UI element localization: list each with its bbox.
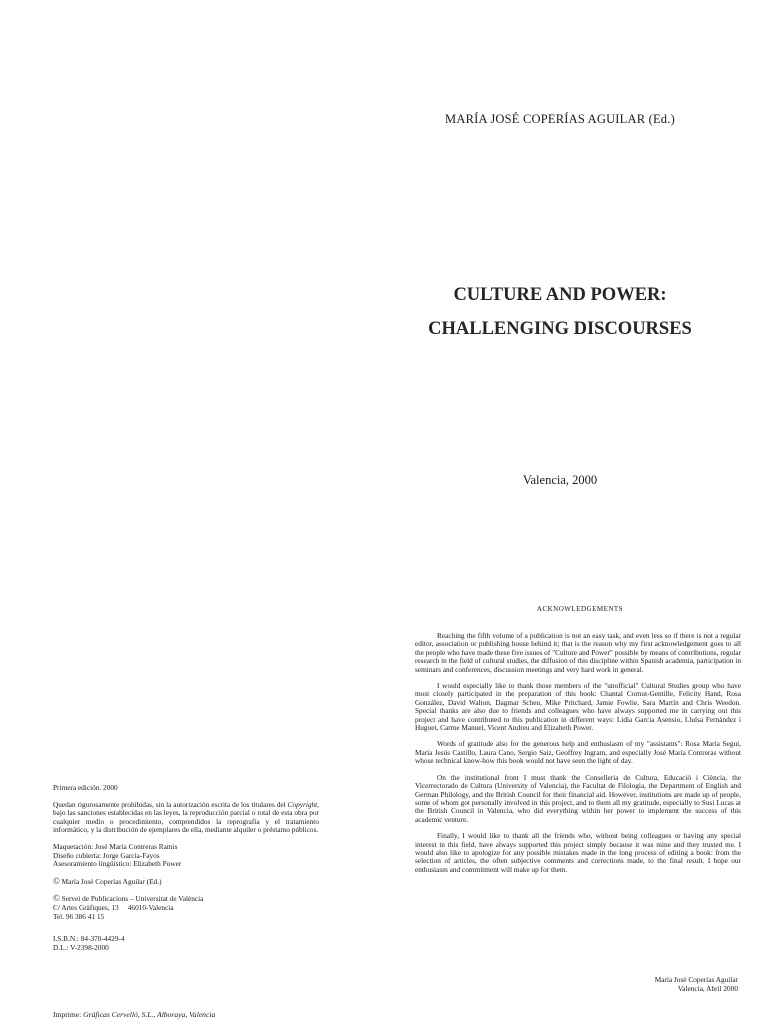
signature-name: María José Coperías Aguilar xyxy=(654,975,738,984)
rights-copyright-word: Copyright xyxy=(287,799,318,809)
copyright-icon: © xyxy=(53,875,60,886)
credit-cover: Diseño cubierta: Jorge García-Fayos xyxy=(53,850,160,860)
ack-paragraph-1: Reaching the fifth volume of a publication is not an easy task, and even less so if there is not a regular editor, association or publishing house behind it; that is the reason why my first acknowledgement goes to all the people who have made these five issues of "Culture and Power" possible by means of contributions, regular research in the field of cultural studies, the diffusion of this discipline within Spanish academia, participation in seminars and conferences, discussion meetings and very hard work in general. xyxy=(415,631,741,674)
acknowledgements-heading: ACKNOWLEDGEMENTS xyxy=(536,605,624,613)
signature-place-date: Valencia, Abril 2000 xyxy=(677,983,738,993)
acknowledgements-body xyxy=(415,632,741,882)
printer-name: Gráficas Cervelló, S.L., Alboraya, Valencia xyxy=(83,1010,216,1019)
copyright-holder: María José Coperías Aguilar (Ed.) xyxy=(61,876,162,886)
ack-paragraph-4: On the institutional front I must thank the Conselleria de Cultura, Educació i Ciència, the Vicerrectorado de Cultura (University of Valencia), the Facultat de Filologia, the Department of English and German Philology, and the British Council for their financial aid. However, institutions are made up of people, some of whom got personally involved in this project, and to them all my gratitude, especially to Susi Lucas at the British Council in Valencia, who did everything within her power to implement the success of this academic venture. xyxy=(415,772,741,824)
ack-paragraph-2: I would especially like to thank those members of the "unofficial" Cultural Studies group who have most closely participated in the preparation of this book: Chantal Cornut-Gentille, Felicity Hand, Rosa González, David Walton, Dagmar Scheu, Mike Pritchard, Jamie Fowlie, Sara Martín and Chris Weedon. Special thanks are also due to friends and colleagues who have always supported me in carrying out this project and have contributed to this publication in different ways: Lidia Garcia Asensio, Lluïsa Fernàndez i Huguet, Carme Manuel, Vicent Andreu and Elizabeth Power. xyxy=(415,681,741,733)
signature xyxy=(560,976,738,994)
credits xyxy=(53,843,319,869)
printer-label: Imprime: xyxy=(53,1010,84,1019)
publisher-phone: Tel. 96 386 41 15 xyxy=(53,911,105,921)
title-line-2: CHALLENGING DISCOURSES xyxy=(428,319,692,339)
book-title xyxy=(380,278,740,346)
credit-language: Asesoramiento lingüístico: Elizabeth Power xyxy=(53,859,182,869)
place-year: Valencia, 2000 xyxy=(522,473,598,487)
colophon xyxy=(53,784,319,960)
publisher-copyright-icon: © xyxy=(53,893,60,904)
title-line-1: CULTURE AND POWER: xyxy=(453,285,667,305)
rights-text-start: Quedan rigurosamente prohibidas, sin la autorización escrita de los titulares del xyxy=(53,799,288,809)
rights-text-end: , bajo las sanciones establecidas en las leyes, la reproducción parcial o total de esta obra por cualquier medio o procedimiento, comprendidos la reprografía y el tratamiento informático, y la distribución de ejemplares de ella, mediante alquiler o préstamo públicos. xyxy=(53,799,319,835)
publisher-address: C/ Artes Gràfiques, 13 46010-Valencia xyxy=(53,902,174,912)
publisher-block xyxy=(53,894,319,921)
editor-name: MARÍA JOSÉ COPERÍAS AGUILAR (Ed.) xyxy=(445,112,675,126)
legal-deposit: D.L.: V-2398-2000 xyxy=(53,942,109,952)
legal-ids xyxy=(53,935,319,952)
publisher-name: Servei de Publicacions – Universitat de València xyxy=(61,894,204,904)
printer-line xyxy=(53,1010,353,1019)
isbn: I.S.B.N.: 84-370-4429-4 xyxy=(53,934,125,944)
ack-paragraph-3: Words of gratitude also for the generous help and enthusiasm of my "assistants": Rosa María Seguí, María Jesús Castillo, Laura Cano, Sergio Saiz, Geoffrey Ingram, and especially José María Contreras without whose technical know-how this book would not have seen the light of day. xyxy=(415,739,741,766)
edition-note: Primera edición. 2000 xyxy=(53,783,118,792)
credit-layout: Maquetación: José María Contreras Ramis xyxy=(53,841,178,851)
copyright-holder-line xyxy=(53,877,319,887)
ack-paragraph-5: Finally, I would like to thank all the friends who, without being colleagues or having any special interest in this field, have always supported this project simply because it was mine and they trusted me. I would also like to apologize for any possible mistakes made in the long process of editing a book: from the selection of articles, the often subjective comments and corrections made, to the final result. I hope our enthusiasm and commitment will make up for them. xyxy=(415,831,741,874)
rights-notice xyxy=(53,801,319,835)
